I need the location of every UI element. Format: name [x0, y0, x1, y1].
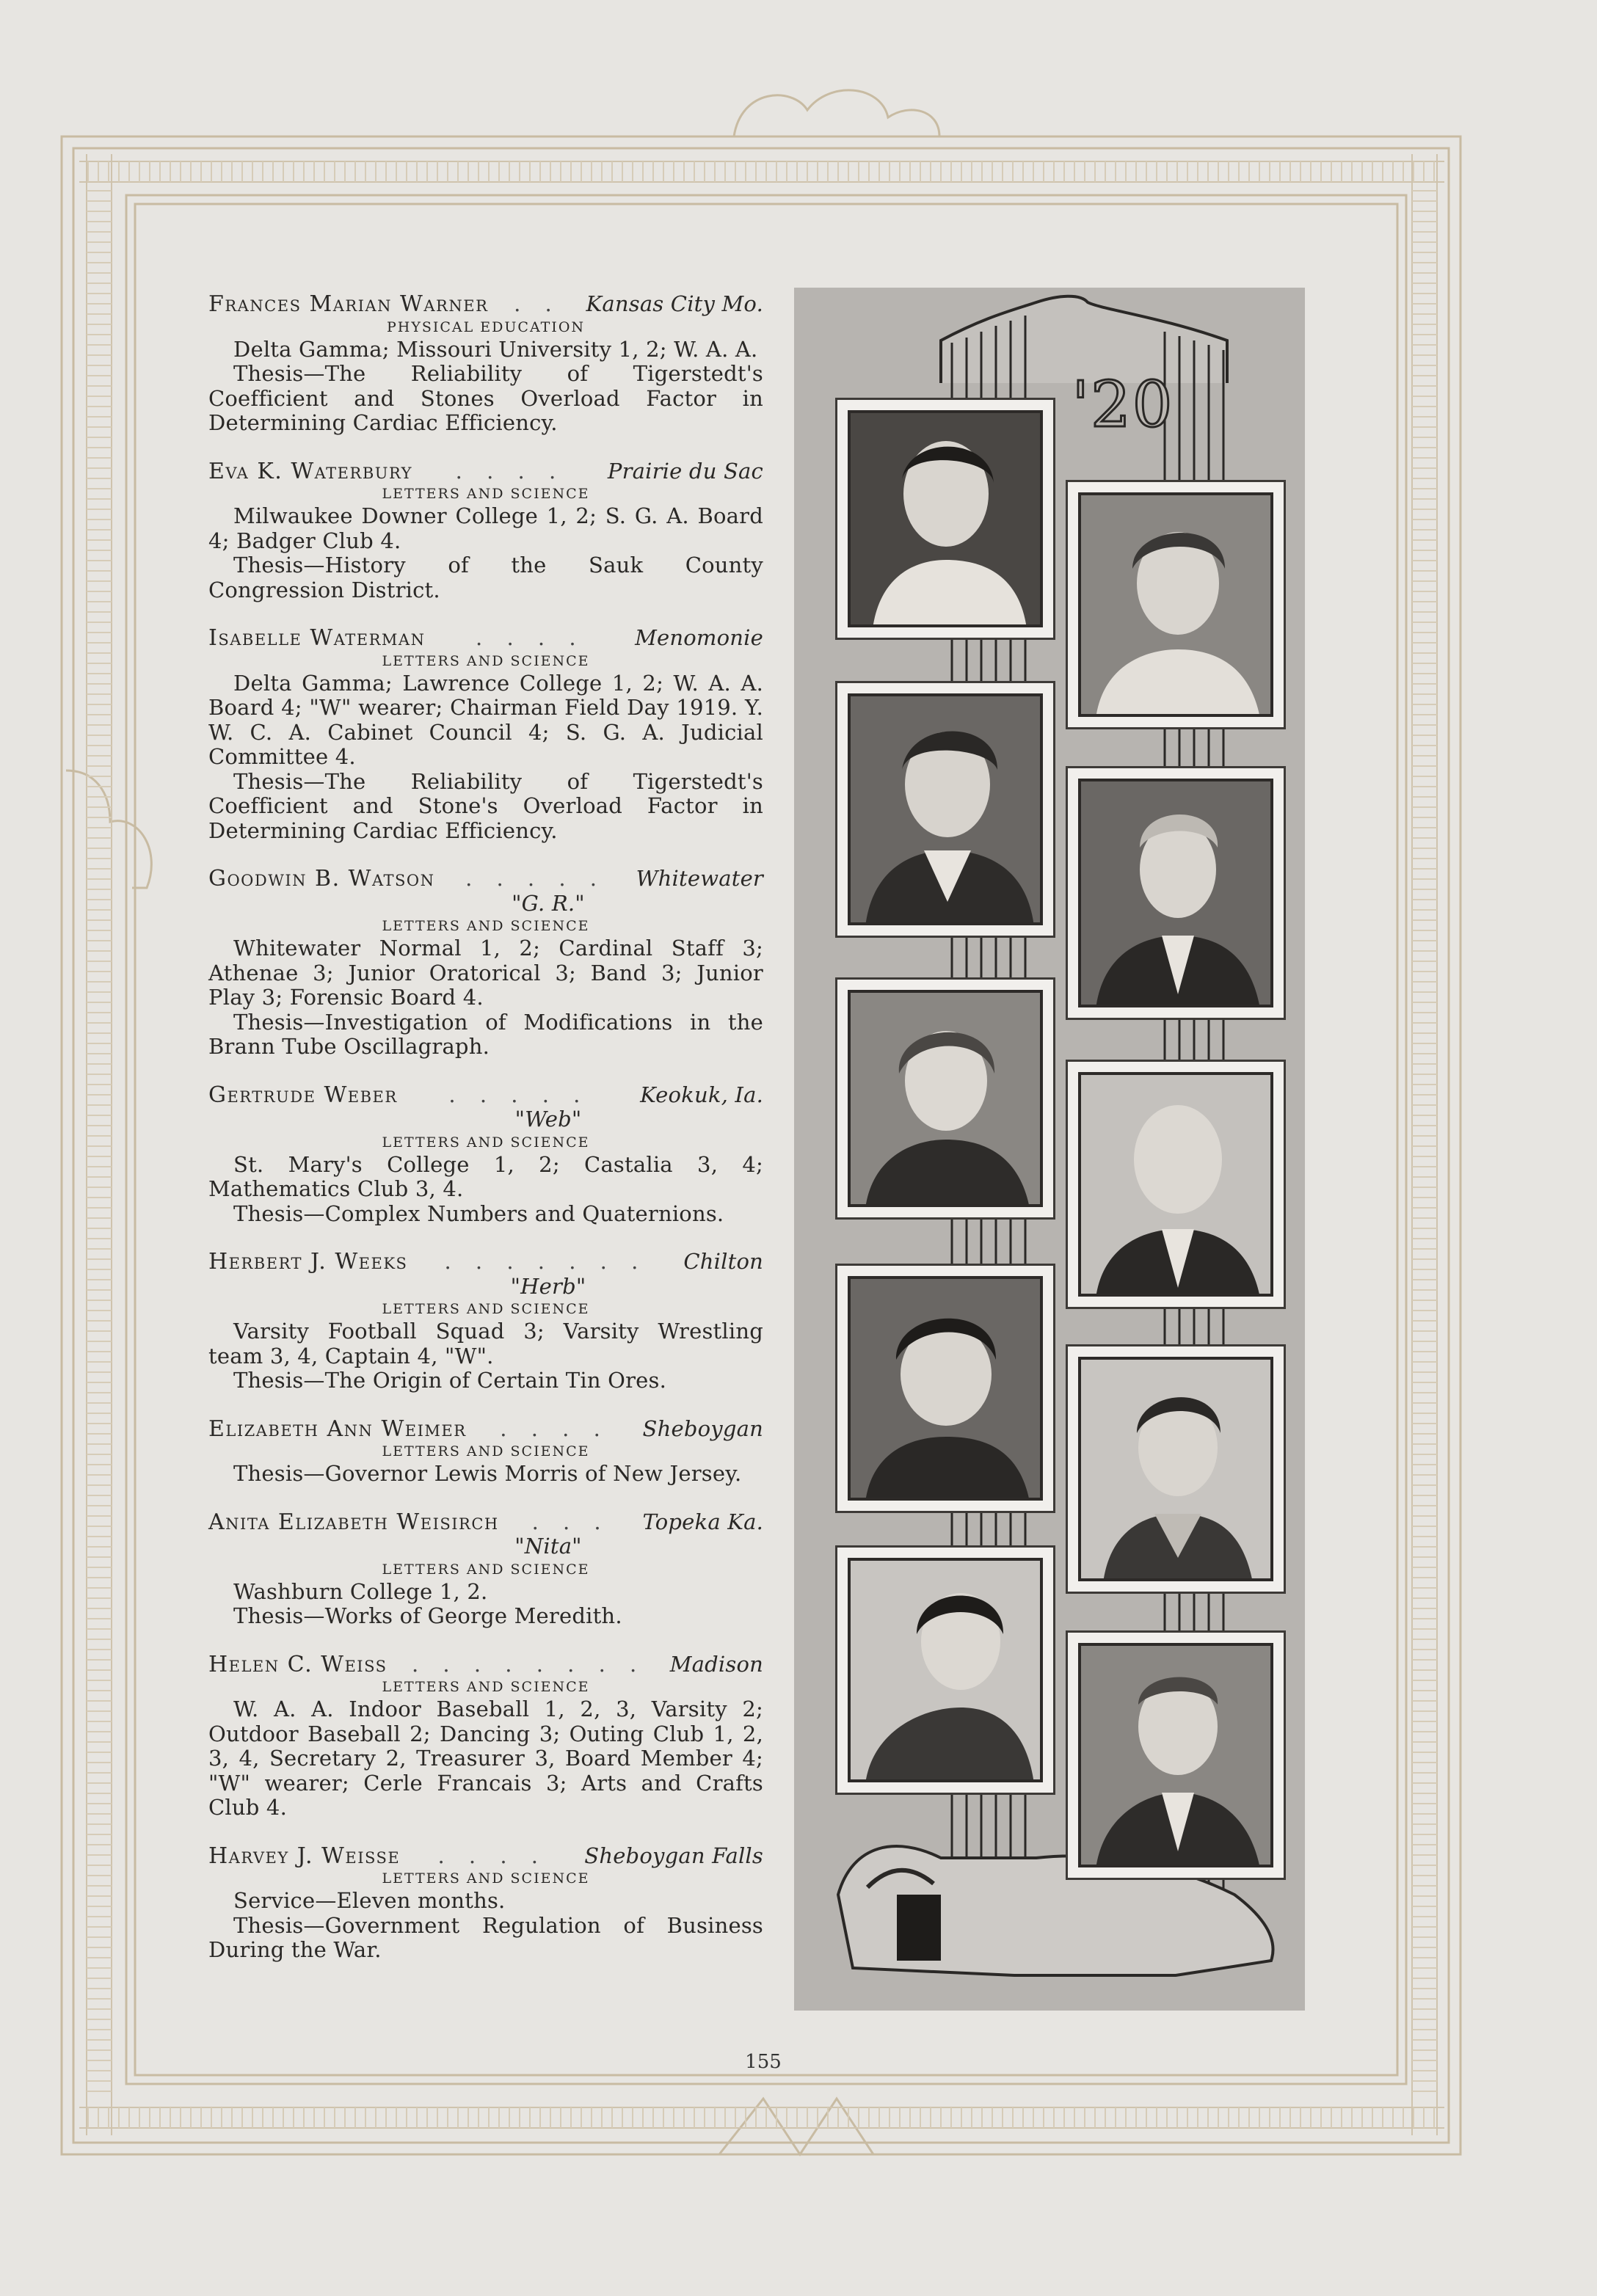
thesis: Thesis—Works of George Meredith. — [233, 1603, 622, 1628]
student-name: Eva K. Waterbury — [208, 458, 412, 484]
student-name: Elizabeth Ann Weimer — [208, 1415, 467, 1442]
activities: Whitewater Normal 1, 2; Cardinal Staff 3; Athenae 3; Junior Oratorical 3; Band 3; Junior Play 3; Forensic Board 4. — [208, 936, 763, 1010]
hometown: Topeka Ka. — [642, 1509, 763, 1534]
portrait-silhouette-icon — [1081, 495, 1273, 717]
portrait-silhouette-icon — [1081, 1646, 1273, 1867]
thesis: Thesis—The Origin of Certain Tin Ores. — [233, 1368, 667, 1393]
department: LETTERS AND SCIENCE — [382, 1679, 590, 1695]
hometown: Prairie du Sac — [607, 458, 763, 484]
portrait-photo — [848, 1558, 1043, 1782]
department: LETTERS AND SCIENCE — [382, 1870, 590, 1887]
thesis: Thesis—The Reliability of Tigerstedt's Coefficient and Stones Overload Factor in Determining Cardiac Efficiency. — [208, 361, 763, 435]
nickname: "Nita" — [514, 1534, 582, 1559]
student-name: Gertrude Weber — [208, 1082, 398, 1108]
department: LETTERS AND SCIENCE — [382, 1561, 590, 1578]
portrait-panel — [794, 288, 1305, 2011]
student-name: Helen C. Weiss — [208, 1651, 388, 1677]
entry-weber: Gertrude Weber . . . . . Keokuk, Ia. "Web" LETTERS AND SCIENCE St. Mary's College 1, 2; Castalia 3, 4; Mathematics Club 3, 4. Thesis—Complex Numbers and Quaternions. — [208, 1082, 763, 1226]
portrait-silhouette-icon — [1081, 1075, 1273, 1297]
thesis: Thesis—Government Regulation of Business During the War. — [208, 1912, 763, 1962]
portrait-frame — [1066, 1630, 1286, 1880]
thesis: Thesis—The Reliability of Tigerstedt's Coefficient and Stone's Overload Factor in Determining Cardiac Efficiency. — [208, 768, 763, 843]
activities: Milwaukee Downer College 1, 2; S. G. A. Board 4; Badger Club 4. — [208, 503, 763, 553]
entry-waterman: Isabelle Waterman . . . . Menomonie LETTERS AND SCIENCE Delta Gamma; Lawrence College 1, 2; W. A. A. Board 4; "W" wearer; Chairman Field Day 1919. Y. W. C. A. Cabinet Council 4; S. G. A. Judicial Committee 4. Thesis—The Reliability of Tigerstedt's Coefficient and Stone's Overload Factor in Determining Cardiac Efficiency. — [208, 625, 763, 843]
student-name: Frances Marian Warner — [208, 291, 489, 317]
portrait-photo — [1078, 779, 1273, 1007]
portrait-frame — [835, 1264, 1055, 1513]
entry-weisirch: Anita Elizabeth Weisirch . . . Topeka Ka. "Nita" LETTERS AND SCIENCE Washburn College 1, 2. Thesis—Works of George Meredith. — [208, 1509, 763, 1628]
hometown: Keokuk, Ia. — [640, 1082, 763, 1107]
portrait-photo — [1078, 492, 1273, 717]
portrait-photo — [848, 410, 1043, 627]
nickname: "Web" — [514, 1107, 582, 1131]
student-name: Harvey J. Weisse — [208, 1843, 401, 1869]
entry-weimer: Elizabeth Ann Weimer . . . . Sheboygan LETTERS AND SCIENCE Thesis—Governor Lewis Morris of New Jersey. — [208, 1415, 763, 1486]
nickname: "Herb" — [510, 1273, 586, 1299]
hometown: Kansas City Mo. — [586, 291, 763, 316]
portrait-frame — [1066, 480, 1286, 729]
department: LETTERS AND SCIENCE — [382, 918, 590, 934]
entry-watson: Goodwin B. Watson . . . . . Whitewater "G. R." LETTERS AND SCIENCE Whitewater Normal 1, 2; Cardinal Staff 3; Athenae 3; Junior Oratorical 3; Band 3; Junior Play 3; Forensic Board 4. Thesis—Investigation of Modifications in the Brann Tube Oscillagraph. — [208, 866, 763, 1059]
portrait-frame — [1066, 1344, 1286, 1594]
nickname: "G. R." — [512, 890, 585, 916]
class-year-emblem: '20 — [1072, 368, 1174, 442]
portrait-silhouette-icon — [851, 413, 1043, 627]
portrait-silhouette-icon — [851, 696, 1043, 925]
portrait-frame — [1066, 766, 1286, 1020]
department: LETTERS AND SCIENCE — [382, 652, 590, 669]
department: LETTERS AND SCIENCE — [382, 486, 590, 502]
portrait-photo — [848, 990, 1043, 1207]
portrait-frame — [835, 977, 1055, 1220]
student-name: Anita Elizabeth Weisirch — [208, 1509, 499, 1535]
thesis: Thesis—Complex Numbers and Quaternions. — [233, 1200, 724, 1226]
portrait-silhouette-icon — [851, 993, 1043, 1207]
activities: W. A. A. Indoor Baseball 1, 2, 3, Varsity 2; Outdoor Baseball 2; Dancing 3; Outing Club 1, 2, 3, 4, Secretary 2, Treasurer 3, Board Member 4; "W" wearer; Cerle Francais 3; Arts and Crafts Club 4. — [208, 1697, 763, 1820]
entry-waterbury: Eva K. Waterbury . . . . Prairie du Sac LETTERS AND SCIENCE Milwaukee Downer College 1, 2; S. G. A. Board 4; Badger Club 4. Thesis—History of the Sauk County Congression District. — [208, 458, 763, 602]
department: PHYSICAL EDUCATION — [386, 318, 586, 335]
portrait-photo — [1078, 1643, 1273, 1867]
activities: Service—Eleven months. — [233, 1888, 506, 1913]
entry-warner: Frances Marian Warner . . Kansas City Mo. PHYSICAL EDUCATION Delta Gamma; Missouri University 1, 2; W. A. A. Thesis—The Reliability of Tigerstedt's Coefficient and Stones Overload Factor in Determining Cardiac Efficiency. — [208, 291, 763, 435]
department: LETTERS AND SCIENCE — [382, 1134, 590, 1151]
student-name: Goodwin B. Watson — [208, 866, 435, 892]
hometown: Whitewater — [636, 866, 763, 891]
portrait-photo — [848, 693, 1043, 925]
activities: Washburn College 1, 2. — [233, 1578, 488, 1604]
thesis: Thesis—Governor Lewis Morris of New Jersey. — [233, 1461, 742, 1486]
hometown: Sheboygan — [642, 1415, 763, 1441]
student-name: Herbert J. Weeks — [208, 1249, 408, 1275]
entry-weeks: Herbert J. Weeks . . . . . . . Chilton "Herb" LETTERS AND SCIENCE Varsity Football Squad 3; Varsity Wrestling team 3, 4, Captain 4, "W". Thesis—The Origin of Certain Tin Ores. — [208, 1249, 763, 1393]
portrait-frame — [1066, 1060, 1286, 1309]
activities: Delta Gamma; Lawrence College 1, 2; W. A. A. Board 4; "W" wearer; Chairman Field Day 1919. Y. W. C. A. Cabinet Council 4; S. G. A. Judicial Committee 4. — [208, 670, 763, 769]
page-number: 155 — [745, 2051, 782, 2073]
student-entries — [208, 292, 763, 1986]
department: LETTERS AND SCIENCE — [382, 1301, 590, 1317]
thesis: Thesis—History of the Sauk County Congression District. — [208, 553, 763, 602]
thesis: Thesis—Investigation of Modifications in the Brann Tube Oscillagraph. — [208, 1009, 763, 1059]
portrait-silhouette-icon — [851, 1279, 1043, 1501]
portrait-frame — [835, 398, 1055, 640]
portrait-silhouette-icon — [851, 1561, 1043, 1782]
portrait-silhouette-icon — [1081, 1360, 1273, 1581]
portrait-frame — [835, 681, 1055, 938]
portrait-photo — [848, 1276, 1043, 1501]
activities: Varsity Football Squad 3; Varsity Wrestling team 3, 4, Captain 4, "W". — [208, 1319, 763, 1369]
department: LETTERS AND SCIENCE — [382, 1443, 590, 1459]
entry-weiss: Helen C. Weiss . . . . . . . . Madison LETTERS AND SCIENCE W. A. A. Indoor Baseball 1, 2, 3, Varsity 2; Outdoor Baseball 2; Dancing 3; Outing Club 1, 2, 3, 4, Secretary 2, Treasurer 3, Board Member 4; "W" wearer; Cerle Francais 3; Arts and Crafts Club 4. — [208, 1651, 763, 1820]
portrait-frame — [835, 1545, 1055, 1795]
hometown: Menomonie — [635, 625, 763, 650]
activities: Delta Gamma; Missouri University 1, 2; W. A. A. — [233, 336, 758, 362]
portrait-silhouette-icon — [1081, 781, 1273, 1007]
portrait-photo — [1078, 1072, 1273, 1297]
entry-weisse: Harvey J. Weisse . . . . Sheboygan Falls LETTERS AND SCIENCE Service—Eleven months. Thesis—Government Regulation of Business During the War. — [208, 1843, 763, 1962]
student-name: Isabelle Waterman — [208, 625, 426, 651]
hometown: Chilton — [683, 1249, 763, 1274]
portrait-photo — [1078, 1357, 1273, 1581]
activities: St. Mary's College 1, 2; Castalia 3, 4; Mathematics Club 3, 4. — [208, 1151, 763, 1201]
hometown: Sheboygan Falls — [584, 1843, 763, 1868]
hometown: Madison — [669, 1651, 763, 1677]
